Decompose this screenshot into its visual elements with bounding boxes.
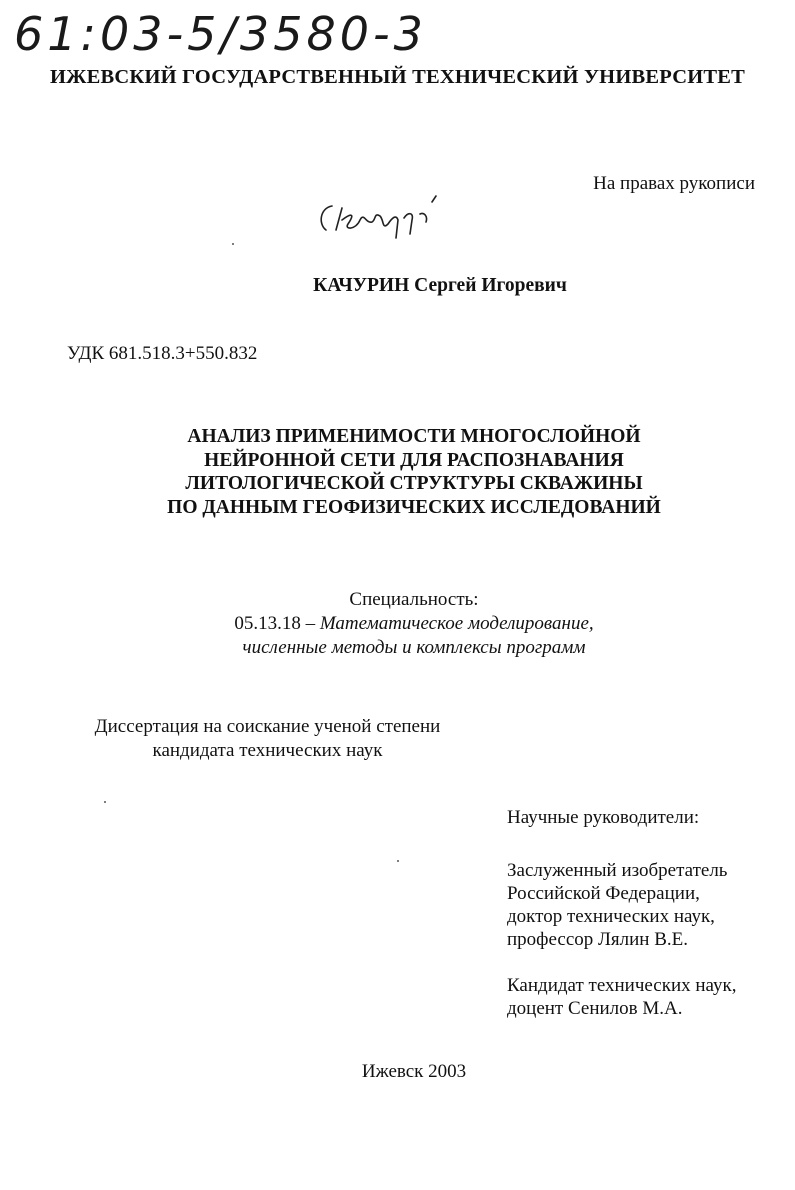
title-line: АНАЛИЗ ПРИМЕНИМОСТИ МНОГОСЛОЙНОЙ — [187, 426, 641, 447]
advisor-second — [507, 974, 737, 1020]
title-line: НЕЙРОННОЙ СЕТИ ДЛЯ РАСПОЗНАВАНИЯ — [204, 449, 624, 471]
author-name — [0, 275, 795, 297]
specialty-name-line1: Математическое моделирование, — [319, 613, 594, 634]
handwritten-code-text: 61:03-5/3580-3 — [14, 7, 427, 61]
specialty-code: 05.13.18 – — [234, 613, 316, 634]
author-given-name: Сергей Игоревич — [414, 275, 567, 296]
scan-speck — [397, 860, 399, 862]
dissertation-line: кандидата технических наук — [152, 740, 383, 761]
handwritten-archive-code — [10, 2, 480, 62]
advisors-block — [507, 806, 737, 1043]
advisors-heading: Научные руководители: — [507, 807, 700, 828]
city-year: Ижевск 2003 — [361, 1061, 467, 1082]
specialty-name-line2: численные методы и комплексы программ — [242, 637, 586, 658]
university-name: ИЖЕВСКИЙ ГОСУДАРСТВЕННЫЙ ТЕХНИЧЕСКИЙ УНИВЕРСИТЕТ — [50, 66, 745, 88]
title-line: ПО ДАННЫМ ГЕОФИЗИЧЕСКИХ ИССЛЕДОВАНИЙ — [167, 496, 661, 518]
scan-speck — [104, 801, 106, 803]
specialty-label: Специальность: — [349, 589, 479, 610]
dissertation-degree — [40, 715, 495, 763]
advisor-line: Российской Федерации, — [507, 883, 700, 904]
udc-code: УДК 681.518.3+550.832 — [67, 343, 258, 364]
manuscript-rights-note: На правах рукописи — [593, 173, 755, 194]
scan-speck — [232, 243, 234, 245]
specialty-block — [0, 588, 795, 660]
advisor-first — [507, 859, 737, 951]
advisor-line: доктор технических наук, — [507, 906, 715, 927]
thesis-title — [0, 425, 795, 519]
advisor-line: доцент Сенилов М.А. — [507, 998, 683, 1019]
author-signature — [312, 190, 462, 250]
dissertation-line: Диссертация на соискание ученой степени — [94, 716, 441, 737]
title-line: ЛИТОЛОГИЧЕСКОЙ СТРУКТУРЫ СКВАЖИНЫ — [185, 473, 643, 494]
advisor-line: профессор Лялин В.Е. — [507, 929, 688, 950]
advisor-line: Кандидат технических наук, — [507, 975, 737, 996]
advisor-line: Заслуженный изобретатель — [507, 860, 728, 881]
author-surname: КАЧУРИН — [313, 275, 410, 296]
